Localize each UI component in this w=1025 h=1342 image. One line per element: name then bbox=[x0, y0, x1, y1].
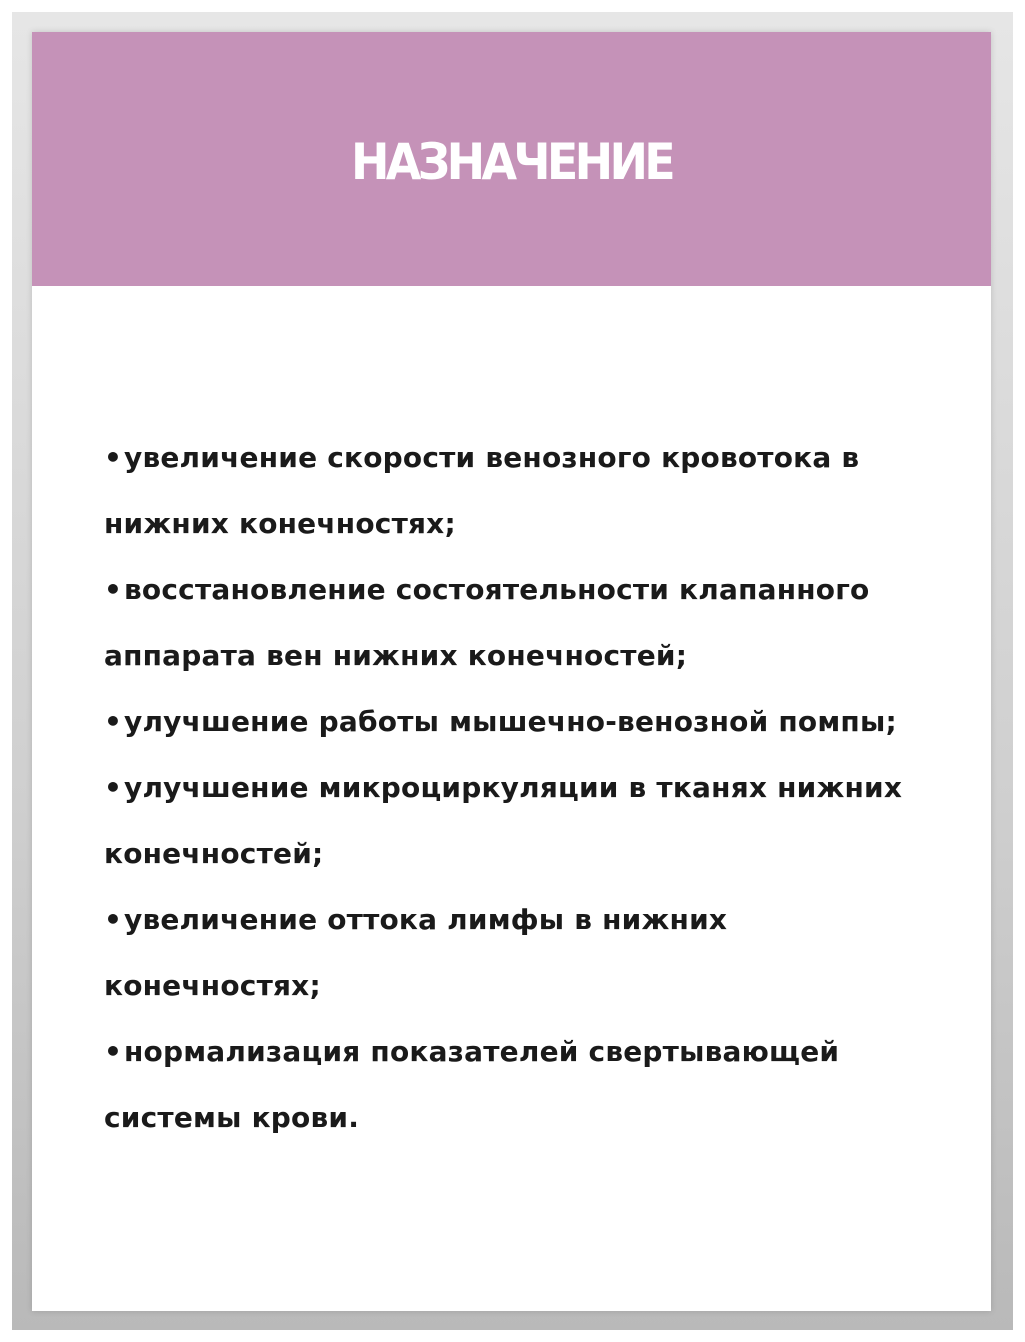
list-item-text: улучшение микроциркуляции в тканях нижних конечностей; bbox=[104, 771, 903, 870]
info-card bbox=[32, 32, 991, 1311]
list-item bbox=[104, 689, 924, 755]
bullet-icon: • bbox=[104, 573, 123, 606]
bullet-icon: • bbox=[104, 771, 123, 804]
list-item bbox=[104, 887, 924, 1019]
page-title: НАЗНАЧЕНИЕ bbox=[350, 133, 673, 191]
bullet-icon: • bbox=[104, 1035, 123, 1068]
list-item-text: улучшение работы мышечно-венозной помпы; bbox=[124, 705, 897, 738]
list-item bbox=[104, 1019, 924, 1151]
list-item-text: нормализация показателей свертывающей системы крови. bbox=[104, 1035, 840, 1134]
bullet-icon: • bbox=[104, 441, 123, 474]
list-item bbox=[104, 557, 924, 689]
list-item-text: восстановление состоятельности клапанного аппарата вен нижних конечностей; bbox=[104, 573, 870, 672]
list-item bbox=[104, 755, 924, 887]
header-banner bbox=[32, 32, 991, 286]
bullet-icon: • bbox=[104, 903, 123, 936]
bullet-icon: • bbox=[104, 705, 123, 738]
purpose-list bbox=[104, 425, 924, 1151]
list-item bbox=[104, 425, 924, 557]
list-item-text: увеличение оттока лимфы в нижних конечностях; bbox=[104, 903, 728, 1002]
list-item-text: увеличение скорости венозного кровотока в нижних конечностях; bbox=[104, 441, 860, 540]
